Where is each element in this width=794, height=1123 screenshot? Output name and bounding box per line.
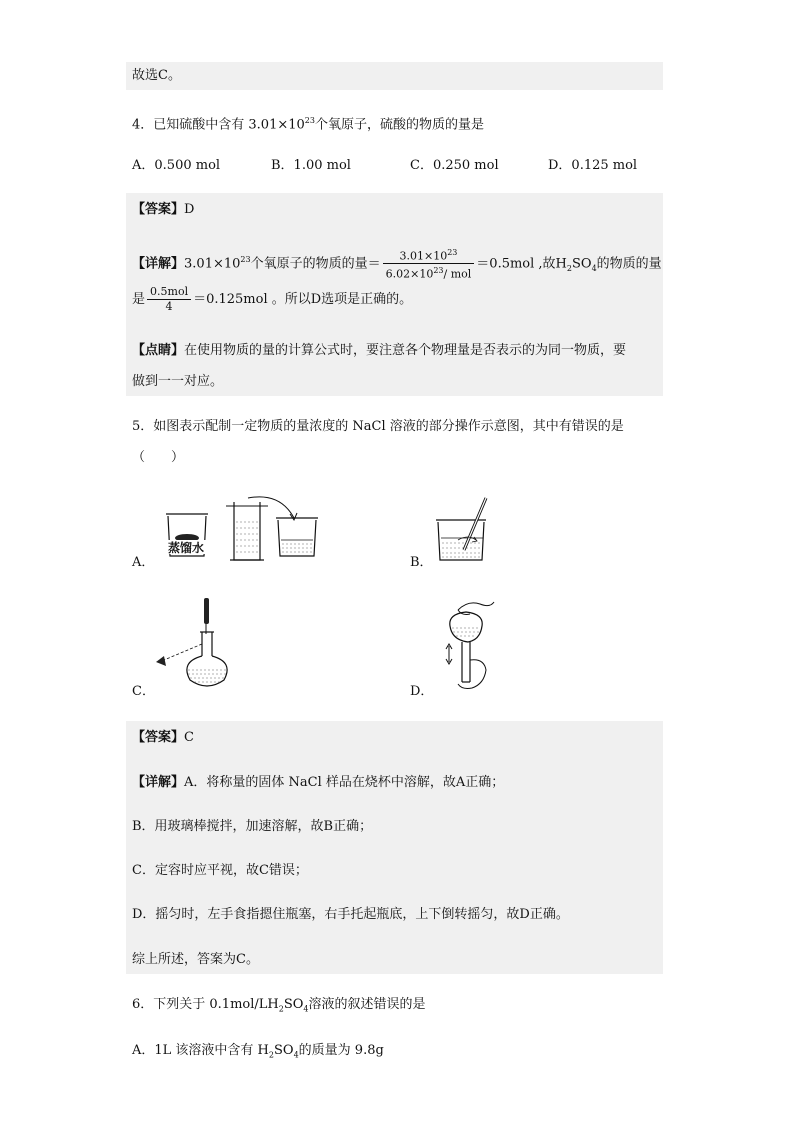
- q5-fig-a-label: A．: [132, 555, 155, 570]
- q4-option-d: D．0.125 mol: [548, 158, 638, 173]
- q4-answer: 【答案】D: [132, 202, 195, 217]
- q5-fig-a-water-label: 蒸馏水: [168, 541, 205, 555]
- q4-detail-line2: 是 $\frac{\text{0.5mol}}{4}$ ＝0.125mol 。所以D选项是正确的。: [132, 285, 413, 313]
- q5-detail-b: B．用玻璃棒搅拌，加速溶解，故B正确；: [132, 819, 373, 834]
- q5-answer: 【答案】C: [132, 730, 194, 745]
- shaded-block-prev: [126, 62, 663, 90]
- q5-fig-b-stirring-diagram: [432, 496, 502, 566]
- q5-summary: 综上所述，答案为C。: [132, 952, 259, 967]
- q5-detail-c: C．定容时应平视，故C错误；: [132, 863, 308, 878]
- q4-option-c: C．0.250 mol: [410, 158, 499, 173]
- q5-fig-a-dissolve-diagram: [160, 494, 340, 564]
- q5-fig-d-shaking-flask-diagram: [440, 598, 500, 694]
- q5-fig-c-volumetric-flask-diagram: [150, 596, 240, 692]
- q4-option-b: B．1.00 mol: [271, 158, 351, 173]
- q4-comment-line1: 【点睛】在使用物质的量的计算公式时，要注意各个物理量是否表示的为同一物质，要: [132, 343, 627, 358]
- q4-option-a: A．0.500 mol: [132, 158, 221, 173]
- q4-stem: 4．已知硫酸中含有 $3.01\times 10^{23}$个氧原子，硫酸的物质的量是: [132, 116, 484, 133]
- q5-fig-d-label: D．: [410, 684, 434, 699]
- q6-stem: 6．下列关于 $0.1mol/LH_2SO_4$溶液的叙述错误的是: [132, 997, 426, 1014]
- shaded-block-q5-solution: [126, 721, 663, 974]
- q5-detail-d: D．摇匀时，左手食指摁住瓶塞，右手托起瓶底，上下倒转摇匀，故D正确。: [132, 907, 569, 922]
- q5-fig-b-label: B．: [410, 555, 433, 570]
- q5-stem-line1: 5．如图表示配制一定物质的量浓度的 NaCl 溶液的部分操作示意图，其中有错误的是: [132, 419, 624, 434]
- prev-answer-tail: 故选C。: [132, 68, 181, 83]
- q5-detail-a: 【详解】A．将称量的固体 NaCl 样品在烧杯中溶解，故A正确；: [132, 775, 505, 790]
- q4-fraction-1: $\frac{3.01\times 10^{23}}{6.02\times 10^{23}/ mol}$: [383, 246, 475, 282]
- q5-fig-c-label: C．: [132, 684, 155, 699]
- q4-detail-line1: 【详解】$3.01\times 10^{23}$个氧原子的物质的量＝ $\frac{3.01\times 10^{23}}{6.02\times 10^{23}/ mol}$ ＝0.5mol ,故$H_2SO_4$的物质的量: [132, 247, 662, 281]
- q4-comment-line2: 做到一一对应。: [132, 374, 224, 389]
- q5-stem-line2: （ ）: [132, 450, 185, 465]
- q4-fraction-2: $\frac{\text{0.5mol}}{4}$: [147, 285, 191, 314]
- q6-option-a: A．1L 该溶液中含有 $H_2SO_4$的质量为 9.8g: [132, 1043, 384, 1060]
